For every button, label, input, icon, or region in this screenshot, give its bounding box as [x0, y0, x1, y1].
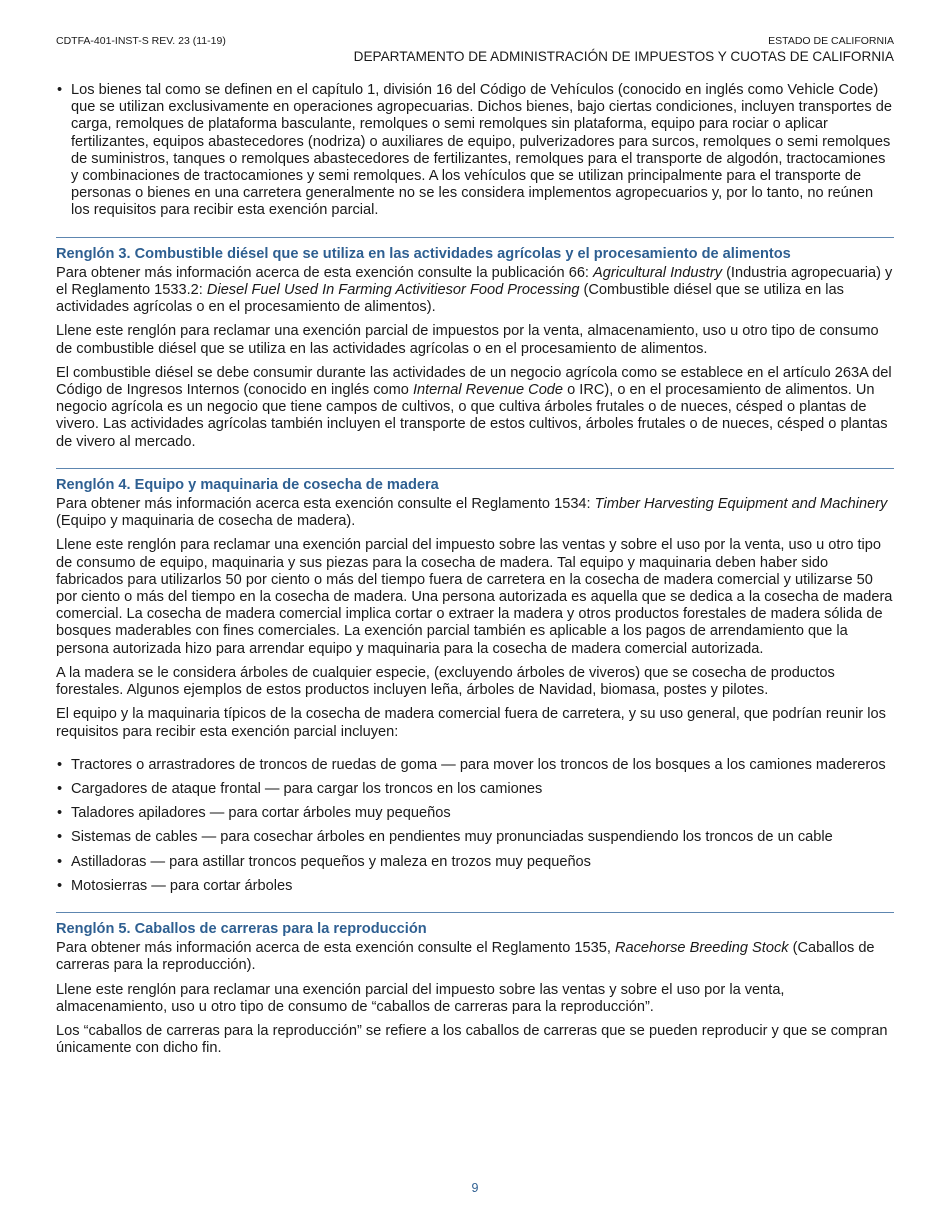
paragraph: Llene este renglón para reclamar una exención parcial de impuestos por la venta, almacenamiento, uso u otro tipo de consumo de combustible diésel que se utiliza en las actividades agrícolas o en el procesamiento de alimentos. [56, 323, 879, 357]
page-content [56, 82, 894, 1057]
paragraph: Llene este renglón para reclamar una exención parcial del impuesto sobre las ventas y sobre el uso por la venta, uso u otro tipo de consumo de equipo, maquinaria y sus piezas para la cosecha de madera. Tal equipo y maquinaria deben haber sido fabricados para utilizarlos 50 por ciento o más del tiempo fuera de carretera en la cosecha de madera comercial y utilizarse 50 por ciento o más del tiempo en la cosecha de madera. Una persona autorizada es aquella que se dedica a la cosecha de madera comercial. La cosecha de madera comercial implica cortar o extraer la madera y otros productos forestales de madera sólida de bosques maderables con fines comerciales. La exención parcial también es aplicable a los pagos de arrendamiento que la persona autorizada hizo para arrendar equipo y maquinaria para la cosecha de madera comercial autorizada. [56, 537, 893, 657]
intro-list [56, 82, 894, 220]
section-heading: Renglón 4. Equipo y maquinaria de cosecha de madera [56, 476, 439, 493]
paragraph: El equipo y la maquinaria típicos de la cosecha de madera comercial fuera de carretera, y su uso general, que podrían reunir los requisitos para recibir esta exención parcial incluyen: [56, 706, 886, 740]
paragraph [56, 940, 894, 974]
section-divider [56, 237, 894, 238]
text-run: El combustible diésel se debe consumir durante las actividades de un negocio agrícola como se establece en el artículo 263A del Código de Ingresos Internos (conocido en inglés como [56, 364, 892, 399]
equipment-list [56, 757, 894, 895]
paragraph: A la madera se le considera árboles de cualquier especie, (excluyendo árboles de viveros) que se cosecha de productos forestales. Algunos ejemplos de estos productos incluyen leña, árboles de Navidad, biomasa, postes y pilotes. [56, 664, 835, 699]
list-item: • Sistemas de cables — para cosechar árboles en pendientes muy pronunciadas suspendiendo los troncos de un cable [56, 829, 894, 846]
italic-title: Racehorse Breeding Stock [614, 940, 789, 957]
section-line-4 [56, 477, 894, 895]
text-run: (Equipo y maquinaria de cosecha de madera). [56, 513, 356, 530]
text-run: Para obtener más información acerca esta exención consulte el Reglamento 1534: [56, 496, 595, 513]
page-header [56, 32, 894, 66]
list-item: • Motosierras — para cortar árboles [56, 878, 894, 895]
text-run: o IRC), o en el procesamiento de alimentos. Un negocio agrícola es un negocio que tiene campos de cultivos, o que cultiva árboles frutales o de nueces, césped o plantas de vivero. Las actividades agrícolas también incluyen el transporte de estos cultivos, árboles frutales o de nueces, césped o plantas de vivero al mercado. [56, 382, 888, 450]
section-heading: Renglón 3. Combustible diésel que se utiliza en las actividades agrícolas y el procesamiento de alimentos [56, 245, 791, 262]
paragraph [56, 496, 894, 530]
section-divider [56, 468, 894, 469]
document-page [56, 32, 894, 1064]
list-item: • Tractores o arrastradores de troncos de ruedas de goma — para mover los troncos de los bosques a los camiones madereros [56, 757, 894, 774]
section-heading: Renglón 5. Caballos de carreras para la reproducción [56, 920, 427, 937]
section-divider [56, 912, 894, 913]
text-run: (Combustible diésel que se utiliza en las actividades agrícolas o en el procesamiento de alimentos). [56, 282, 844, 316]
text-run: (Caballos de carreras para la reproducción). [56, 940, 875, 974]
text-run: Para obtener más información acerca de esta exención consulte la publicación 66: [56, 264, 594, 281]
list-item: • Taladores apiladores — para cortar árboles muy pequeños [56, 805, 894, 822]
italic-title: Internal Revenue Code [412, 382, 564, 399]
header-agency [354, 35, 894, 65]
list-item: • Cargadores de ataque frontal — para cargar los troncos en los camiones [56, 781, 894, 798]
state-name: ESTADO DE CALIFORNIA [768, 35, 894, 47]
paragraph: Los “caballos de carreras para la reproducción” se refiere a los caballos de carreras que se pueden reproducir y que se compran únicamente con dicho fin. [56, 1022, 888, 1057]
paragraph [56, 365, 894, 451]
text-run: Para obtener más información acerca de esta exención consulte el Reglamento 1535, [56, 940, 615, 957]
paragraph: Llene este renglón para reclamar una exención parcial del impuesto sobre las ventas y sobre el uso por la venta, almacenamiento, uso u otro tipo de consumo de “caballos de carreras para la reproducción”. [56, 981, 785, 1015]
list-item: • Astilladoras — para astillar troncos pequeños y maleza en trozos muy pequeños [56, 854, 894, 871]
italic-title: Agricultural Industry [593, 264, 723, 281]
form-id: CDTFA-401-INST-S REV. 23 (11-19) [56, 35, 226, 47]
italic-title: Diesel Fuel Used In Farming Activitiesor Food Processing [206, 282, 580, 299]
intro-bullet: • Los bienes tal como se definen en el capítulo 1, división 16 del Código de Vehículos (conocido en inglés como Vehicle Code) que se utilizan exclusivamente en operaciones agropecuarias. Dichos bienes, bajo ciertas condiciones, incluyen transportes de carga, remolques de plataforma basculante, remolques o semi remolques sin plataforma, equipo para rociar o aplicar fertilizantes, equipos abastecedores (nodriza) o auxiliares de equipo, pulverizadores para surcos, remolques o semi remolques de suministros, tanques o remolques abastecedores de fertilizantes, remolques para el transporte de algodón, tractocamiones y combinaciones de tractocamiones y semi remolques. A los vehículos que se utilizan principalmente para el transporte de personas o bienes en una carretera generalmente no se les considera implementos agropecuarios y, por lo tanto, no reúnen los requisitos para recibir esta exención parcial. [56, 82, 894, 220]
page-number: 9 [471, 1181, 479, 1195]
section-line-3 [56, 246, 894, 451]
section-line-5 [56, 921, 894, 1057]
italic-title: Timber Harvesting Equipment and Machinery [594, 496, 888, 513]
text-run: (Industria agropecuaria) y el Reglamento 1533.2: [56, 264, 893, 299]
paragraph [56, 265, 894, 317]
department-name: DEPARTAMENTO DE ADMINISTRACIÓN DE IMPUESTOS Y CUOTAS DE CALIFORNIA [353, 49, 894, 64]
